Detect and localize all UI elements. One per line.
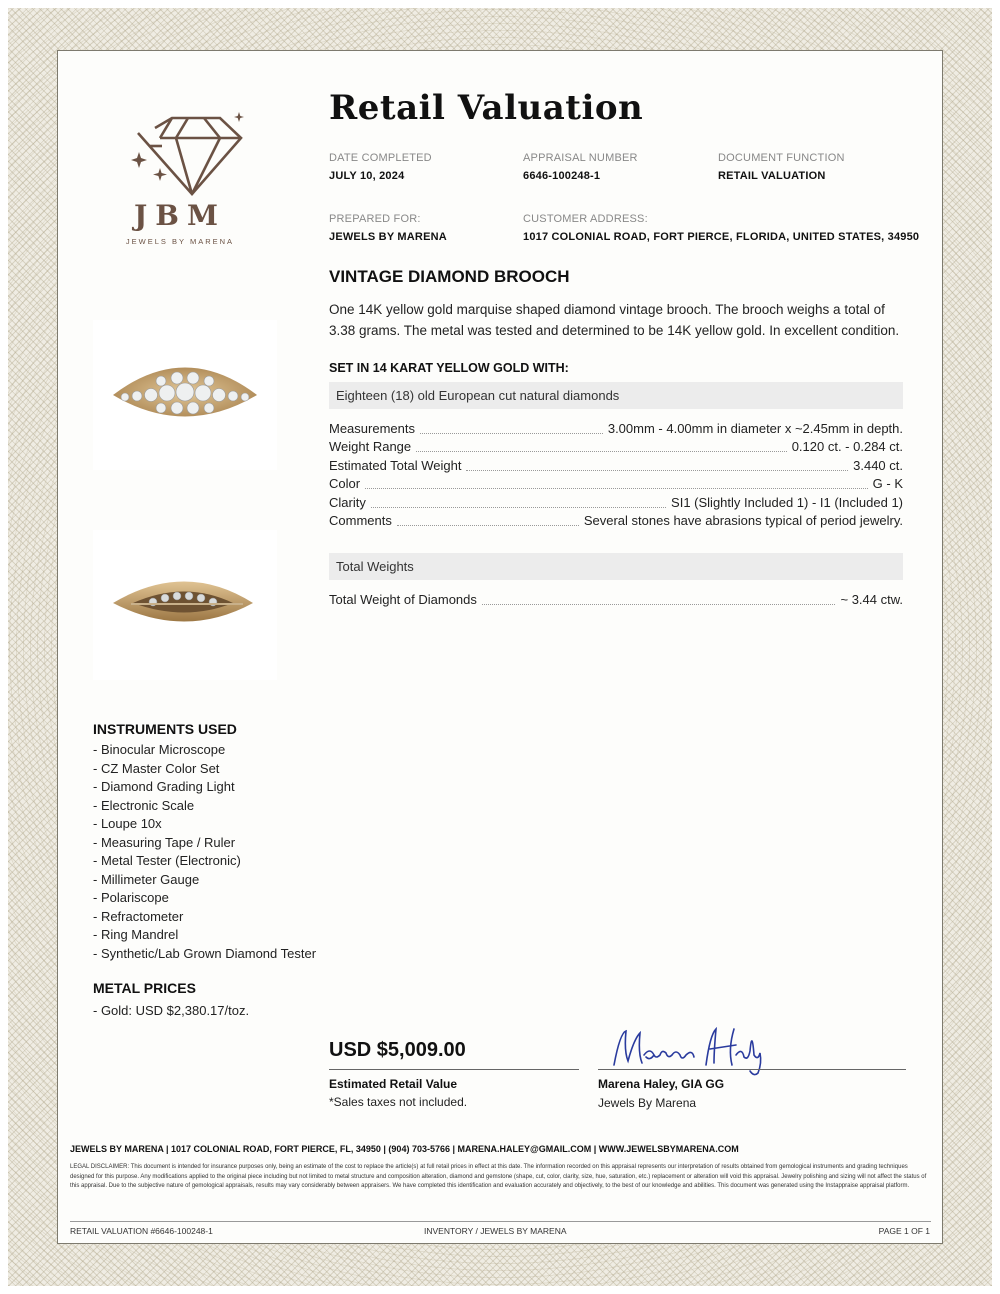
setting-title: SET IN 14 KARAT YELLOW GOLD WITH: — [329, 361, 569, 375]
spec-label: Clarity — [329, 495, 366, 510]
date-completed-label: DATE COMPLETED — [329, 152, 432, 164]
footer-divider — [70, 1221, 931, 1222]
legal-disclaimer: LEGAL DISCLAIMER: This document is intended for insurance purposes only, being an estimate of the cost to replace the article(s) at full retail prices in effect at this date. The information recorded on this appraisal represents our interpretation of results obtained from gemological instruments and grading techniques designed for this purpose. Any modifications applied to the original piece including but not limited to metal structure and composition alteration, diamond and gemstone (shape, cut, color, clarity, size, hue, saturation, etc.) replacement or alteration will void this appraisal. Jewelry polishing and sizing will not affect the status of this appraisal. Due to the subjective nature of gemological appraisals, results may vary considerably between appraisers. We have completed this identification and evaluation accurately and objectively, to the best of our knowledge and abilities. This document was generated using the Instappraise appraisal platform. — [70, 1164, 927, 1190]
instrument-item: - CZ Master Color Set — [93, 761, 220, 776]
signature-line — [598, 1069, 906, 1070]
appraiser-name: Marena Haley, GIA GG — [598, 1077, 725, 1091]
spec-label: Color — [329, 476, 361, 491]
logo-monogram: JBM — [134, 199, 226, 232]
spec-row — [329, 439, 903, 457]
spec-value: 3.00mm - 4.00mm in diameter x ~2.45mm in depth. — [607, 421, 903, 436]
total-value: ~ 3.44 ctw. — [840, 592, 903, 607]
spec-label: Measurements — [329, 421, 415, 436]
instrument-item: - Electronic Scale — [93, 798, 195, 813]
spec-row — [329, 476, 903, 494]
totals-header: Total Weights — [329, 553, 903, 580]
footer-inventory: INVENTORY / JEWELS BY MARENA — [424, 1226, 567, 1236]
spec-row — [329, 458, 903, 476]
metal-prices-title: METAL PRICES — [93, 980, 196, 996]
spec-row — [329, 513, 903, 531]
brooch-photo-front — [93, 320, 277, 470]
leader-dots — [397, 513, 579, 526]
leader-dots — [371, 495, 666, 508]
estimated-price: USD $5,009.00 — [329, 1039, 466, 1061]
spec-row — [329, 495, 903, 513]
document-function-value: RETAIL VALUATION — [718, 170, 826, 182]
instrument-item: - Binocular Microscope — [93, 742, 226, 757]
stone-group-header: Eighteen (18) old European cut natural diamonds — [329, 382, 903, 409]
total-label: Total Weight of Diamonds — [329, 592, 477, 607]
item-title: VINTAGE DIAMOND BROOCH — [329, 267, 570, 286]
instrument-item: - Synthetic/Lab Grown Diamond Tester — [93, 946, 317, 961]
metal-price-item: - Gold: USD $2,380.17/toz. — [93, 1003, 250, 1018]
spec-row — [329, 421, 903, 439]
date-completed-value: JULY 10, 2024 — [329, 170, 405, 182]
logo-subtitle: JEWELS BY MARENA — [125, 237, 235, 246]
instrument-item: - Loupe 10x — [93, 816, 162, 831]
instrument-item: - Measuring Tape / Ruler — [93, 835, 236, 850]
appraiser-company: Jewels By Marena — [598, 1096, 697, 1110]
appraisal-number-value: 6646-100248-1 — [523, 170, 601, 182]
leader-dots — [365, 476, 868, 489]
spec-value: SI1 (Slightly Included 1) - I1 (Included 1) — [671, 495, 903, 510]
customer-address-label: CUSTOMER ADDRESS: — [523, 213, 648, 225]
total-row — [329, 592, 903, 610]
spec-value: G - K — [872, 476, 903, 491]
prepared-for-label: PREPARED FOR: — [329, 213, 421, 225]
instrument-item: - Refractometer — [93, 909, 184, 924]
spec-value: Several stones have abrasions typical of period jewelry. — [583, 513, 903, 528]
instrument-item: - Polariscope — [93, 890, 169, 905]
footer-contact: JEWELS BY MARENA | 1017 COLONIAL ROAD, FORT PIERCE, FL, 34950 | (904) 703-5766 | MARENA.HALEY@GMAIL.COM | WWW.JEWELSBYMARENA.COM — [70, 1144, 739, 1154]
leader-dots — [416, 439, 787, 452]
leader-dots — [466, 458, 848, 471]
instrument-item: - Millimeter Gauge — [93, 872, 200, 887]
prepared-for-value: JEWELS BY MARENA — [329, 231, 447, 243]
instruments-title: INSTRUMENTS USED — [93, 721, 237, 737]
jbm-diamond-logo-icon — [120, 108, 250, 198]
spec-label: Comments — [329, 513, 392, 528]
customer-address-value: 1017 COLONIAL ROAD, FORT PIERCE, FLORIDA, UNITED STATES, 34950 — [523, 231, 920, 243]
instrument-item: - Ring Mandrel — [93, 927, 179, 942]
spec-value: 0.120 ct. - 0.284 ct. — [791, 439, 903, 454]
spec-label: Estimated Total Weight — [329, 458, 462, 473]
price-divider — [329, 1069, 579, 1070]
document-function-label: DOCUMENT FUNCTION — [718, 152, 845, 164]
spec-value: 3.440 ct. — [853, 458, 903, 473]
footer-document-id: RETAIL VALUATION #6646-100248-1 — [70, 1226, 213, 1236]
leader-dots — [482, 592, 836, 605]
brooch-photo-back — [93, 530, 277, 680]
tax-note: *Sales taxes not included. — [329, 1095, 468, 1109]
appraiser-signature — [610, 1025, 770, 1082]
appraisal-number-label: APPRAISAL NUMBER — [523, 152, 638, 164]
leader-dots — [420, 421, 603, 434]
item-description: One 14K yellow gold marquise shaped diamond vintage brooch. The brooch weighs a total of 3.38 grams. The metal was tested and determined to be 14K yellow gold. In excellent condition. — [329, 302, 900, 338]
instrument-item: - Metal Tester (Electronic) — [93, 853, 241, 868]
instrument-item: - Diamond Grading Light — [93, 779, 235, 794]
page-title: Retail Valuation — [329, 88, 644, 128]
spec-label: Weight Range — [329, 439, 412, 454]
price-label: Estimated Retail Value — [329, 1077, 458, 1091]
footer-page-number: PAGE 1 OF 1 — [878, 1226, 930, 1236]
